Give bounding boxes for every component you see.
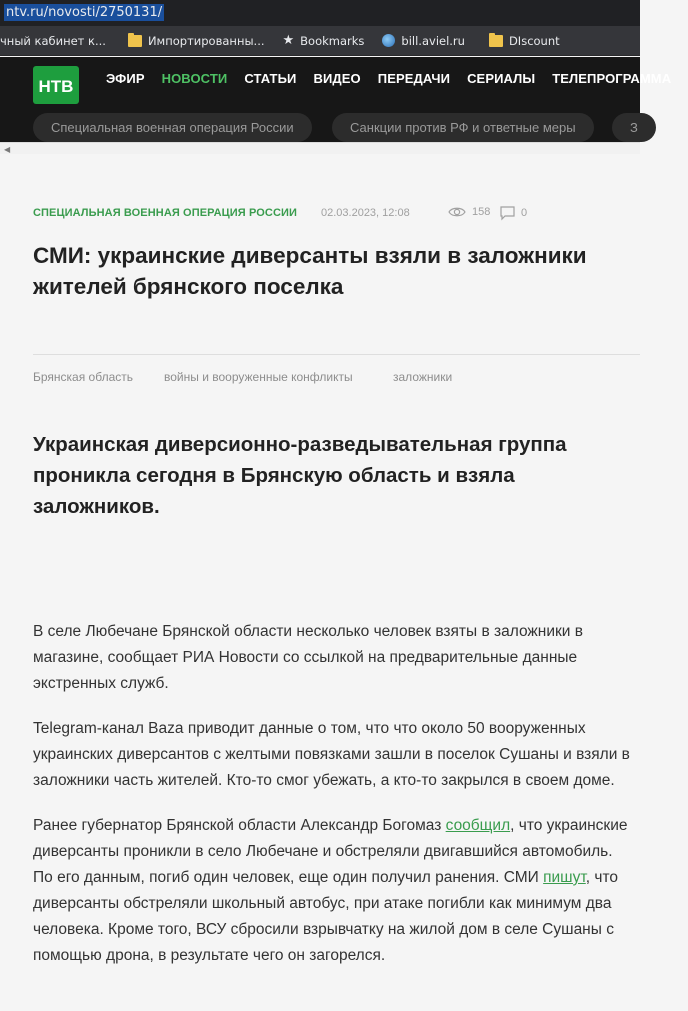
link-soobshil[interactable]: сообщил [445, 817, 511, 834]
nav-item-stati[interactable]: СТАТЬИ [244, 71, 297, 86]
comment-icon [500, 206, 515, 220]
article-meta [33, 207, 633, 223]
bookmarks-bar [0, 26, 640, 56]
divider [33, 354, 640, 355]
paragraph-2: Telegram-канал Baza приводит данные о том, что что около 50 вооруженных украинских диверсантов с желтыми повязками зашли в поселок Сушаны и взяли в заложники часть жителей. Кто-то смог убежать, а кто-то закрылся в своем доме. [33, 720, 630, 789]
nav-item-peredachi[interactable]: ПЕРЕДАЧИ [377, 71, 451, 86]
article-topics [33, 370, 633, 386]
article [0, 154, 640, 1011]
link-pishut[interactable]: пишут [543, 869, 586, 886]
paragraph-3 [33, 813, 633, 969]
pill-more[interactable]: З [612, 113, 656, 142]
nav-item-video[interactable]: ВИДЕО [313, 71, 361, 86]
logo-text: НТВ [38, 77, 74, 96]
horizontal-scrollbar[interactable] [0, 142, 640, 154]
article-title [33, 240, 613, 302]
bookmark-imported[interactable] [122, 26, 271, 56]
main-nav [106, 71, 688, 93]
pill-svo[interactable]: Специальная военная операция России [33, 113, 312, 142]
browser-address-bar [0, 0, 640, 26]
paragraph-3-text: Ранее губернатор Брянской области Александр Богомаз [33, 817, 446, 834]
topic-pills [0, 113, 640, 143]
bookmark-label: Импортированны... [147, 33, 265, 48]
globe-icon [382, 34, 395, 47]
topic-bryansk[interactable]: Брянская область [33, 370, 133, 384]
topic-hostages[interactable]: заложники [393, 370, 453, 384]
eye-icon [448, 206, 466, 218]
folder-icon [128, 35, 142, 47]
nav-item-novosti[interactable]: НОВОСТИ [161, 71, 228, 86]
bookmark-label: Bookmarks [300, 33, 365, 48]
article-body [33, 619, 633, 988]
bookmark-personal-cabinet[interactable] [0, 26, 112, 56]
comments-counter[interactable] [500, 206, 527, 220]
bookmark-discount[interactable] [483, 26, 566, 56]
article-lead: Украинская диверсионно-разведывательная группа проникла сегодня в Брянскую область и взяла заложников. [33, 433, 567, 518]
nav-item-efir[interactable]: ЭФИР [106, 71, 145, 86]
star-icon: ★ [282, 33, 295, 48]
bookmark-label: bill.aviel.ru [401, 33, 465, 48]
article-title-text: СМИ: украинские диверсанты взяли в заложники жителей брянского поселка [33, 243, 587, 299]
bookmark-bill-aviel[interactable] [376, 26, 471, 56]
bookmark-label: DIscount [508, 33, 560, 48]
topic-wars[interactable]: войны и вооруженные конфликты [164, 370, 353, 384]
comments-count: 0 [521, 207, 528, 219]
site-header [0, 57, 672, 153]
views-counter [448, 206, 490, 218]
paragraph-1: В селе Любечане Брянской области несколько человек взяты в заложники в магазине, сообщает РИА Новости со ссылкой на предварительные данные экстренных служб. [33, 623, 583, 692]
nav-item-teleprogramma[interactable]: ТЕЛЕПРОГРАММА [552, 71, 672, 86]
paragraph-3-text: , что украинские диверсанты проникли в село Любечане и обстреляли двигавшийся автомобиль. По его данным, погиб один человек, еще один получил ранения. СМИ [33, 817, 628, 886]
views-count: 158 [472, 206, 491, 218]
pill-sanctions[interactable]: Санкции против РФ и ответные меры [332, 113, 594, 142]
url-field[interactable]: ntv.ru/novosti/2750131/ [6, 5, 163, 20]
nav-item-serialy[interactable]: СЕРИАЛЫ [467, 71, 536, 86]
paragraph-3-text: , что диверсанты обстреляли школьный автобус, при атаке погибли как минимум два человека. Кроме того, ВСУ сбросили взрывчатку на жилой дом в селе Сушаны с помощью дрона, в результате чего он загорелся. [33, 869, 618, 964]
article-date: 02.03.2023, 12:08 [321, 207, 410, 219]
bookmark-label: чный кабинет к... [0, 33, 106, 48]
scroll-left-arrow-icon[interactable]: ◀ [4, 145, 11, 154]
ntv-logo-mark [33, 66, 79, 104]
folder-icon [489, 35, 503, 47]
bookmark-bookmarks[interactable] [277, 26, 371, 56]
ntv-logo[interactable] [33, 66, 79, 104]
article-rubric[interactable]: СПЕЦИАЛЬНАЯ ВОЕННАЯ ОПЕРАЦИЯ РОССИИ [33, 207, 298, 219]
